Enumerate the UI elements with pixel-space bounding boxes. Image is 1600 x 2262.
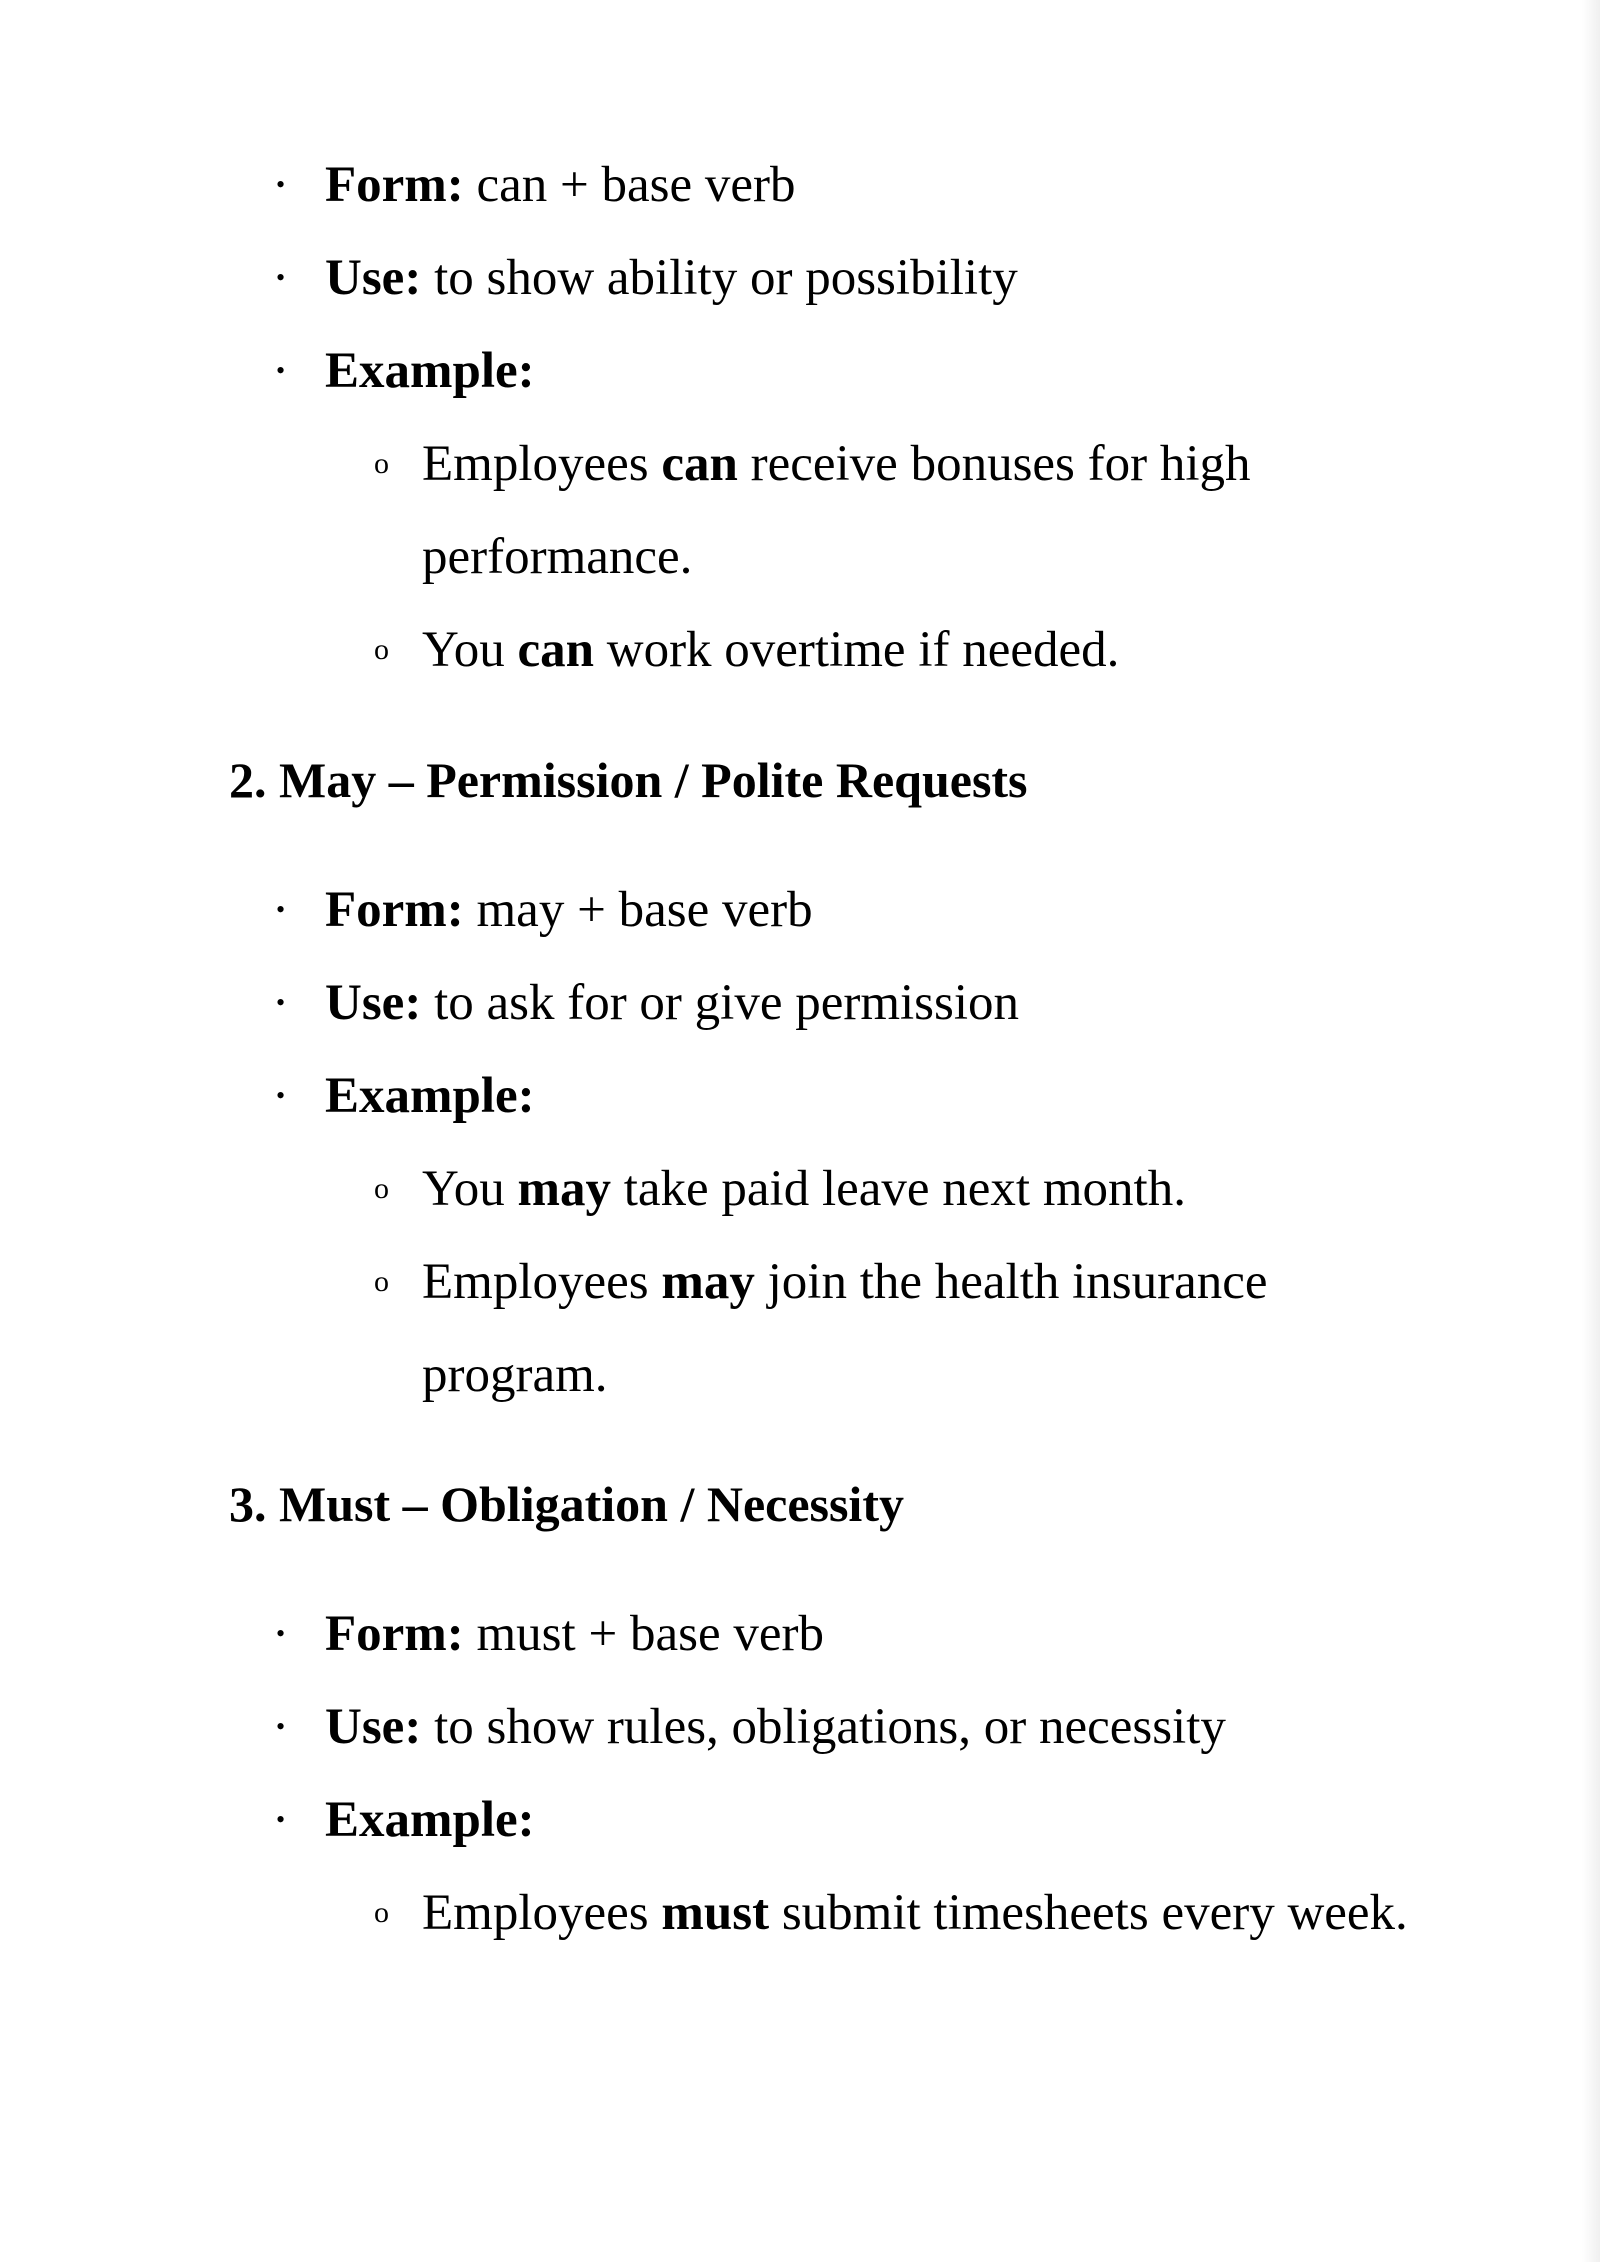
form-label: Form: (325, 882, 464, 938)
use-text: to show rules, obligations, or necessity (421, 1699, 1226, 1755)
example-sentence-continuation: performance. (422, 529, 693, 585)
example-label: Example: (325, 343, 535, 399)
example-label: Example: (325, 1068, 535, 1124)
example-sentence: Employees must submit timesheets every week. (422, 1885, 1408, 1941)
page-edge-shadow (1582, 0, 1600, 2262)
use-text: to ask for or give permission (421, 975, 1020, 1031)
example-sentence-continuation: program. (422, 1347, 608, 1403)
list-item-form (325, 1604, 824, 1664)
list-item-example (325, 341, 535, 401)
use-label: Use: (325, 975, 422, 1031)
bullet: • (276, 356, 286, 385)
use-label: Use: (325, 250, 422, 306)
list-item-example (325, 1066, 535, 1126)
list-item-form (325, 155, 796, 215)
form-text: may + base verb (463, 882, 813, 938)
list-item-use (325, 248, 1018, 308)
modal-verb: may (517, 1161, 611, 1217)
bullet: • (276, 988, 286, 1017)
bullet: • (276, 895, 286, 924)
example-label: Example: (325, 1792, 535, 1848)
sub-bullet: o (374, 447, 389, 480)
bullet: • (276, 1619, 286, 1648)
bullet: • (276, 263, 286, 292)
sub-bullet: o (374, 1896, 389, 1929)
form-text: can + base verb (463, 157, 796, 213)
bullet: • (276, 1081, 286, 1110)
example-sentence: You may take paid leave next month. (422, 1161, 1186, 1217)
form-label: Form: (325, 157, 464, 213)
sub-bullet: o (374, 1265, 389, 1298)
bullet: • (276, 170, 286, 199)
section-heading-must: 3. Must – Obligation / Necessity (229, 1476, 904, 1532)
sub-bullet: o (374, 1172, 389, 1205)
use-text: to show ability or possibility (421, 250, 1018, 306)
example-sentence: You can work overtime if needed. (422, 622, 1120, 678)
modal-verb: can (661, 436, 738, 492)
list-item-use (325, 1697, 1226, 1757)
modal-verb: must (661, 1885, 770, 1941)
section-heading-may: 2. May – Permission / Polite Requests (229, 752, 1028, 808)
list-item-use (325, 973, 1019, 1033)
example-sentence: Employees can receive bonuses for high (422, 436, 1251, 492)
example-sentence: Employees may join the health insurance (422, 1254, 1268, 1310)
form-label: Form: (325, 1606, 464, 1662)
bullet: • (276, 1712, 286, 1741)
use-label: Use: (325, 1699, 422, 1755)
bullet: • (276, 1805, 286, 1834)
list-item-example (325, 1790, 535, 1850)
modal-verb: can (517, 622, 594, 678)
modal-verb: may (661, 1254, 755, 1310)
form-text: must + base verb (463, 1606, 824, 1662)
list-item-form (325, 880, 813, 940)
sub-bullet: o (374, 633, 389, 666)
